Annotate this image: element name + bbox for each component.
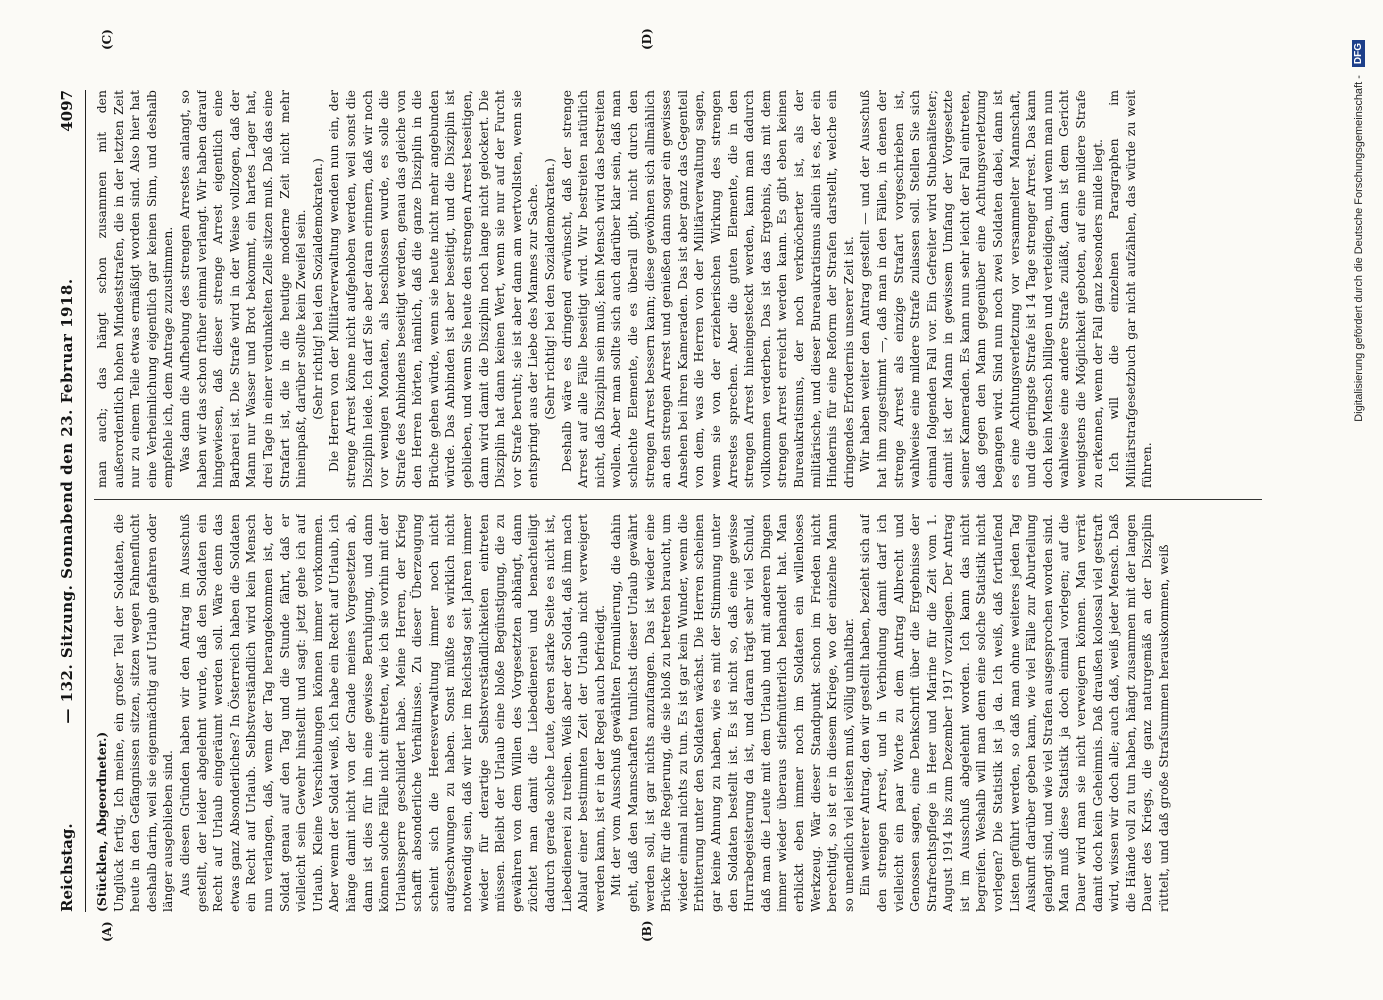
margin-mark-c: (C) [100, 29, 114, 50]
left-paragraph: Ein weiterer Antrag, den wir gestellt haben, bezieht sich auf den strengen Arrest, und in Verbindung damit darf ich vielleicht ein paar Worte zu dem Antrag Albrecht und Genossen sagen, eine Denkschrift über die Ergebnisse der Strafrechtspflege in Heer und Marine für die Zeit vom 1. August 1914 bis zum Dezember 1917 vorzulegen. Der Antrag ist im Ausschuß abgelehnt worden. Ich kann das nicht begreifen. Weshalb will man denn eine solche Statistik nicht vorlegen? Die Statistik ist ja da. Ich weiß, daß fortlaufend Listen geführt werden, so daß man ohne weiteres jeden Tag Auskunft darüber geben kann, wie viel Fälle zur Aburteilung gelangt sind, und wie viel Strafen ausgesprochen worden sind. Man muß diese Statistik ja doch einmal vorlegen; auf die Dauer wird man sie nicht verweigern können. Man verrät damit doch kein Geheimnis. Daß draußen kolossal viel gestraft wird, wissen wir doch alle; auch daß, weiß jeder Mensch. Daß die Hände voll zu tun haben, hängt zusammen mit der langen Dauer des Kriegs, die ganz naturgemäß an der Disziplin rüttelt, und daß große Strafsummen herauskommen, weiß [857, 514, 1171, 912]
right-paragraph: Die Herren von der Militärverwaltung wenden nun ein, der strenge Arrest könne nicht aufgehoben werden, weil sonst die Disziplin leide. Ich darf Sie aber daran erinnern, daß wir noch vor wenigen Monaten, als beschlossen wurde, es solle die Strafe des Anbindens beseitigt werden, genau das gleiche von den Herren hörten, nämlich, daß die ganze Disziplin in die Brüche gehen würde, wenn sie heute nicht mehr angebunden würde. Das Anbinden ist aber beseitigt, und die Disziplin ist geblieben, und wenn Sie heute den strengen Arrest beseitigen, dann wird damit die Disziplin noch lange nicht gelockert. Die Disziplin hat dann keinen Wert, wenn sie nur auf der Furcht vor Strafe beruht; sie ist aber dann am wertvollsten, wenn sie entspringt aus der Liebe des Mannes zur Sache. [326, 90, 541, 488]
interjection: (Sehr richtig! bei den Sozialdemokraten.) [309, 158, 325, 420]
header-left: Reichstag. [58, 823, 76, 912]
right-paragraph: Deshalb wäre es dringend erwünscht, daß der strenge Arrest auf alle Fälle beseitigt wird. Wir bestreiten natürlich nicht, daß Disziplin sein muß; kein Mensch wird das bestreiten wollen. Aber man sollte sich auch darüber klar sein, daß man schlechte Elemente, die es überall gibt, nicht durch den strengen Arrest bessern kann; diese gewöhnen sich allmählich an den strengen Arrest und genießen dann sogar ein gewisses Ansehen bei ihren Kameraden. Das ist aber ganz das Gegenteil von dem, was die Herren von der Militärverwaltung sagen, wenn sie von der erzieherischen Wirkung des strengen Arrestes sprechen. Aber die guten Elemente, die in den strengen Arrest hineingesteckt werden, kann man dadurch vollkommen verderben. Das ist das Ergebnis, das mit dem strengen Arrest erreicht werden kann. Es gibt eben keinen Bureaukratismus, der noch verknöcherter ist, als der militärische, und dieser Bureaukratismus allein ist es, der ein Hindernis für eine Reform der Strafen darstellt, welche ein dringendes Erfordernis unserer Zeit ist. [558, 90, 856, 488]
margin-mark-b: (B) [640, 920, 654, 942]
page-header [54, 90, 82, 912]
speaker-label: (Stücklen, Abgeordneter.) [94, 731, 109, 912]
interjection: (Sehr richtig! bei den Sozialdemokraten.) [542, 158, 558, 420]
page-number: 4097 [58, 90, 76, 132]
right-column [94, 90, 1262, 488]
margin-mark-d: (D) [640, 28, 654, 50]
right-paragraph: man auch; das hängt schon zusammen mit den außerordentlich hohen Mindeststrafen, die in der letzten Zeit nur zu einem Teile etwas ermäßigt worden sind. Also hier hat eine Verheimlichung eigentlich gar keinen Sinn, und deshalb empfehle ich, dem Antrage zuzustimmen. [94, 90, 176, 488]
left-paragraph: Unglück fertig. Ich meine, ein großer Teil der Soldaten, die heute in den Gefängnissen sitzen, sitzen wegen Fahnenflucht deshalb darin, weil sie eigenmächtig auf Urlaub gefahren oder länger ausgeblieben sind. [110, 514, 176, 912]
right-paragraph: Was dann die Aufhebung des strengen Arrestes anlangt, so haben wir das schon früher einmal verlangt. Wir haben darauf hingewiesen, daß dieser strenge Arrest eigentlich eine Barbarei ist. Die Strafe wird in der Weise vollzogen, daß der Mann nur Wasser und Brot bekommt, ein hartes Lager hat, drei Tage in einer verdunkelten Zelle sitzen muß. Daß das eine Strafart ist, die in die heutige moderne Zeit nicht mehr hineinpaßt, darüber sollte kein Zweifel sein. [176, 90, 309, 488]
column-divider [94, 499, 1262, 500]
margin-mark-a: (A) [100, 921, 114, 942]
digitization-footer [1352, 40, 1365, 960]
dfg-logo: DFG [1352, 40, 1365, 67]
header-center: — 132. Sitzung. Sonnabend den 23. Februar 1918. [58, 278, 76, 724]
right-paragraph: Ich will die einzelnen Paragraphen im Militärstrafgesetzbuch gar nicht aufzählen, das würde zu weit führen. [1106, 90, 1155, 488]
left-paragraph: Mit der vom Ausschuß gewählten Formulierung, die dahin geht, daß den Mannschaften tunlichst dieser Urlaub gewährt werden soll, ist gar nichts anzufangen. Das ist wieder eine Brücke für die Regierung, die sie bloß zu betreten braucht, um wieder einmal nichts zu tun. Es ist gar kein Wunder, wenn die Erbitterung unter den Soldaten wächst. Die Herren scheinen gar keine Ahnung zu haben, wie es mit der Stimmung unter den Soldaten bestellt ist. Es ist nicht so, daß eine gewisse Hurrabegeisterung da ist, und daran trägt sehr viel Schuld, daß man die Leute mit dem Urlaub und mit anderen Dingen immer wieder überaus stiefmütterlich behandelt hat. Man erblickt eben immer noch im Soldaten ein willenloses Werkzeug. Wär dieser Standpunkt schon im Frieden nicht berechtigt, so ist er in diesem Kriege, wo der einzelne Mann so unendlich viel leisten muß, völlig unhaltbar. [608, 514, 856, 912]
footer-text: Digitalisierung gefördert durch die Deutsche Forschungsgemeinschaft - [1352, 75, 1365, 422]
header-rule [85, 90, 86, 912]
left-paragraph: Aus diesen Gründen haben wir den Antrag im Ausschuß gestellt, der leider abgelehnt wurde, daß den Soldaten ein Recht auf Urlaub eingeräumt werden soll. Wäre denn das etwas ganz Absonderliches? In Österreich haben die Soldaten ein Recht auf Urlaub. Selbstverständlich wird kein Mensch nun verlangen, daß, wenn der Tag herangekommen ist, der Soldat genau auf den Tag und die Stunde fährt, daß er vielleicht sein Gewehr hinstellt und sagt: jetzt gehe ich auf Urlaub. Kleine Verschiebungen können immer vorkommen. Aber wenn der Soldat weiß, ich habe ein Recht auf Urlaub, ich hänge damit nicht von der Gnade meines Vorgesetzten ab, dann ist dies für ihn eine gewisse Beruhigung, und dann können solche Fälle nicht eintreten, wie ich sie vorhin mit der Urlaubssperre geschildert habe. Meine Herren, der Krieg schafft absonderliche Verhältnisse. Zu dieser Überzeugung scheint sich die Heeresverwaltung immer noch nicht aufgeschwungen zu haben. Sonst müßte es wirklich nicht notwendig sein, daß wir hier im Reichstag seit Jahren immer wieder für derartige Selbstverständlichkeiten eintreten müssen. Bleibt der Urlaub eine bloße Begünstigung, die zu gewähren von dem Willen des Vorgesetzten abhängt, dann züchtet man damit die Liebedienerei und benachteiligt dadurch gerade solche Leute, deren starke Seite es nicht ist, Liebedienerei zu treiben. Weiß aber der Soldat, daß ihm nach Ablauf einer bestimmten Zeit der Urlaub nicht verweigert werden kann, ist er in der Regel auch befriedigt. [176, 514, 607, 912]
left-column [94, 514, 1262, 912]
right-paragraph: Wir haben weiter den Antrag gestellt — und der Ausschuß hat ihm zugestimmt —, daß man in den Fällen, in denen der strenge Arrest als einzige Strafart vorgeschrieben ist, wahlweise eine mildere Strafe zulassen soll. Stellen Sie sich einmal folgenden Fall vor. Ein Gefreiter wird Stubenältester; damit ist der Mann in gewissem Umfang der Vorgesetzte seiner Kameraden. Es kann nun sehr leicht der Fall eintreten, daß gegen den Mann gegenüber eine Achtungsverletzung begangen wird. Sind nun noch zwei Soldaten dabei, dann ist es eine Achtungsverletzung vor versammelter Mannschaft, und die geringste Strafe ist 14 Tage strenger Arrest. Das kann doch kein Mensch billigen und verteidigen, und wenn man nun wahlweise eine andere Strafe zuläßt, dann ist dem Gericht wenigstens die Möglichkeit geboten, auf eine mildere Strafe zu erkennen, wenn der Fall ganz besonders milde liegt. [857, 90, 1105, 488]
